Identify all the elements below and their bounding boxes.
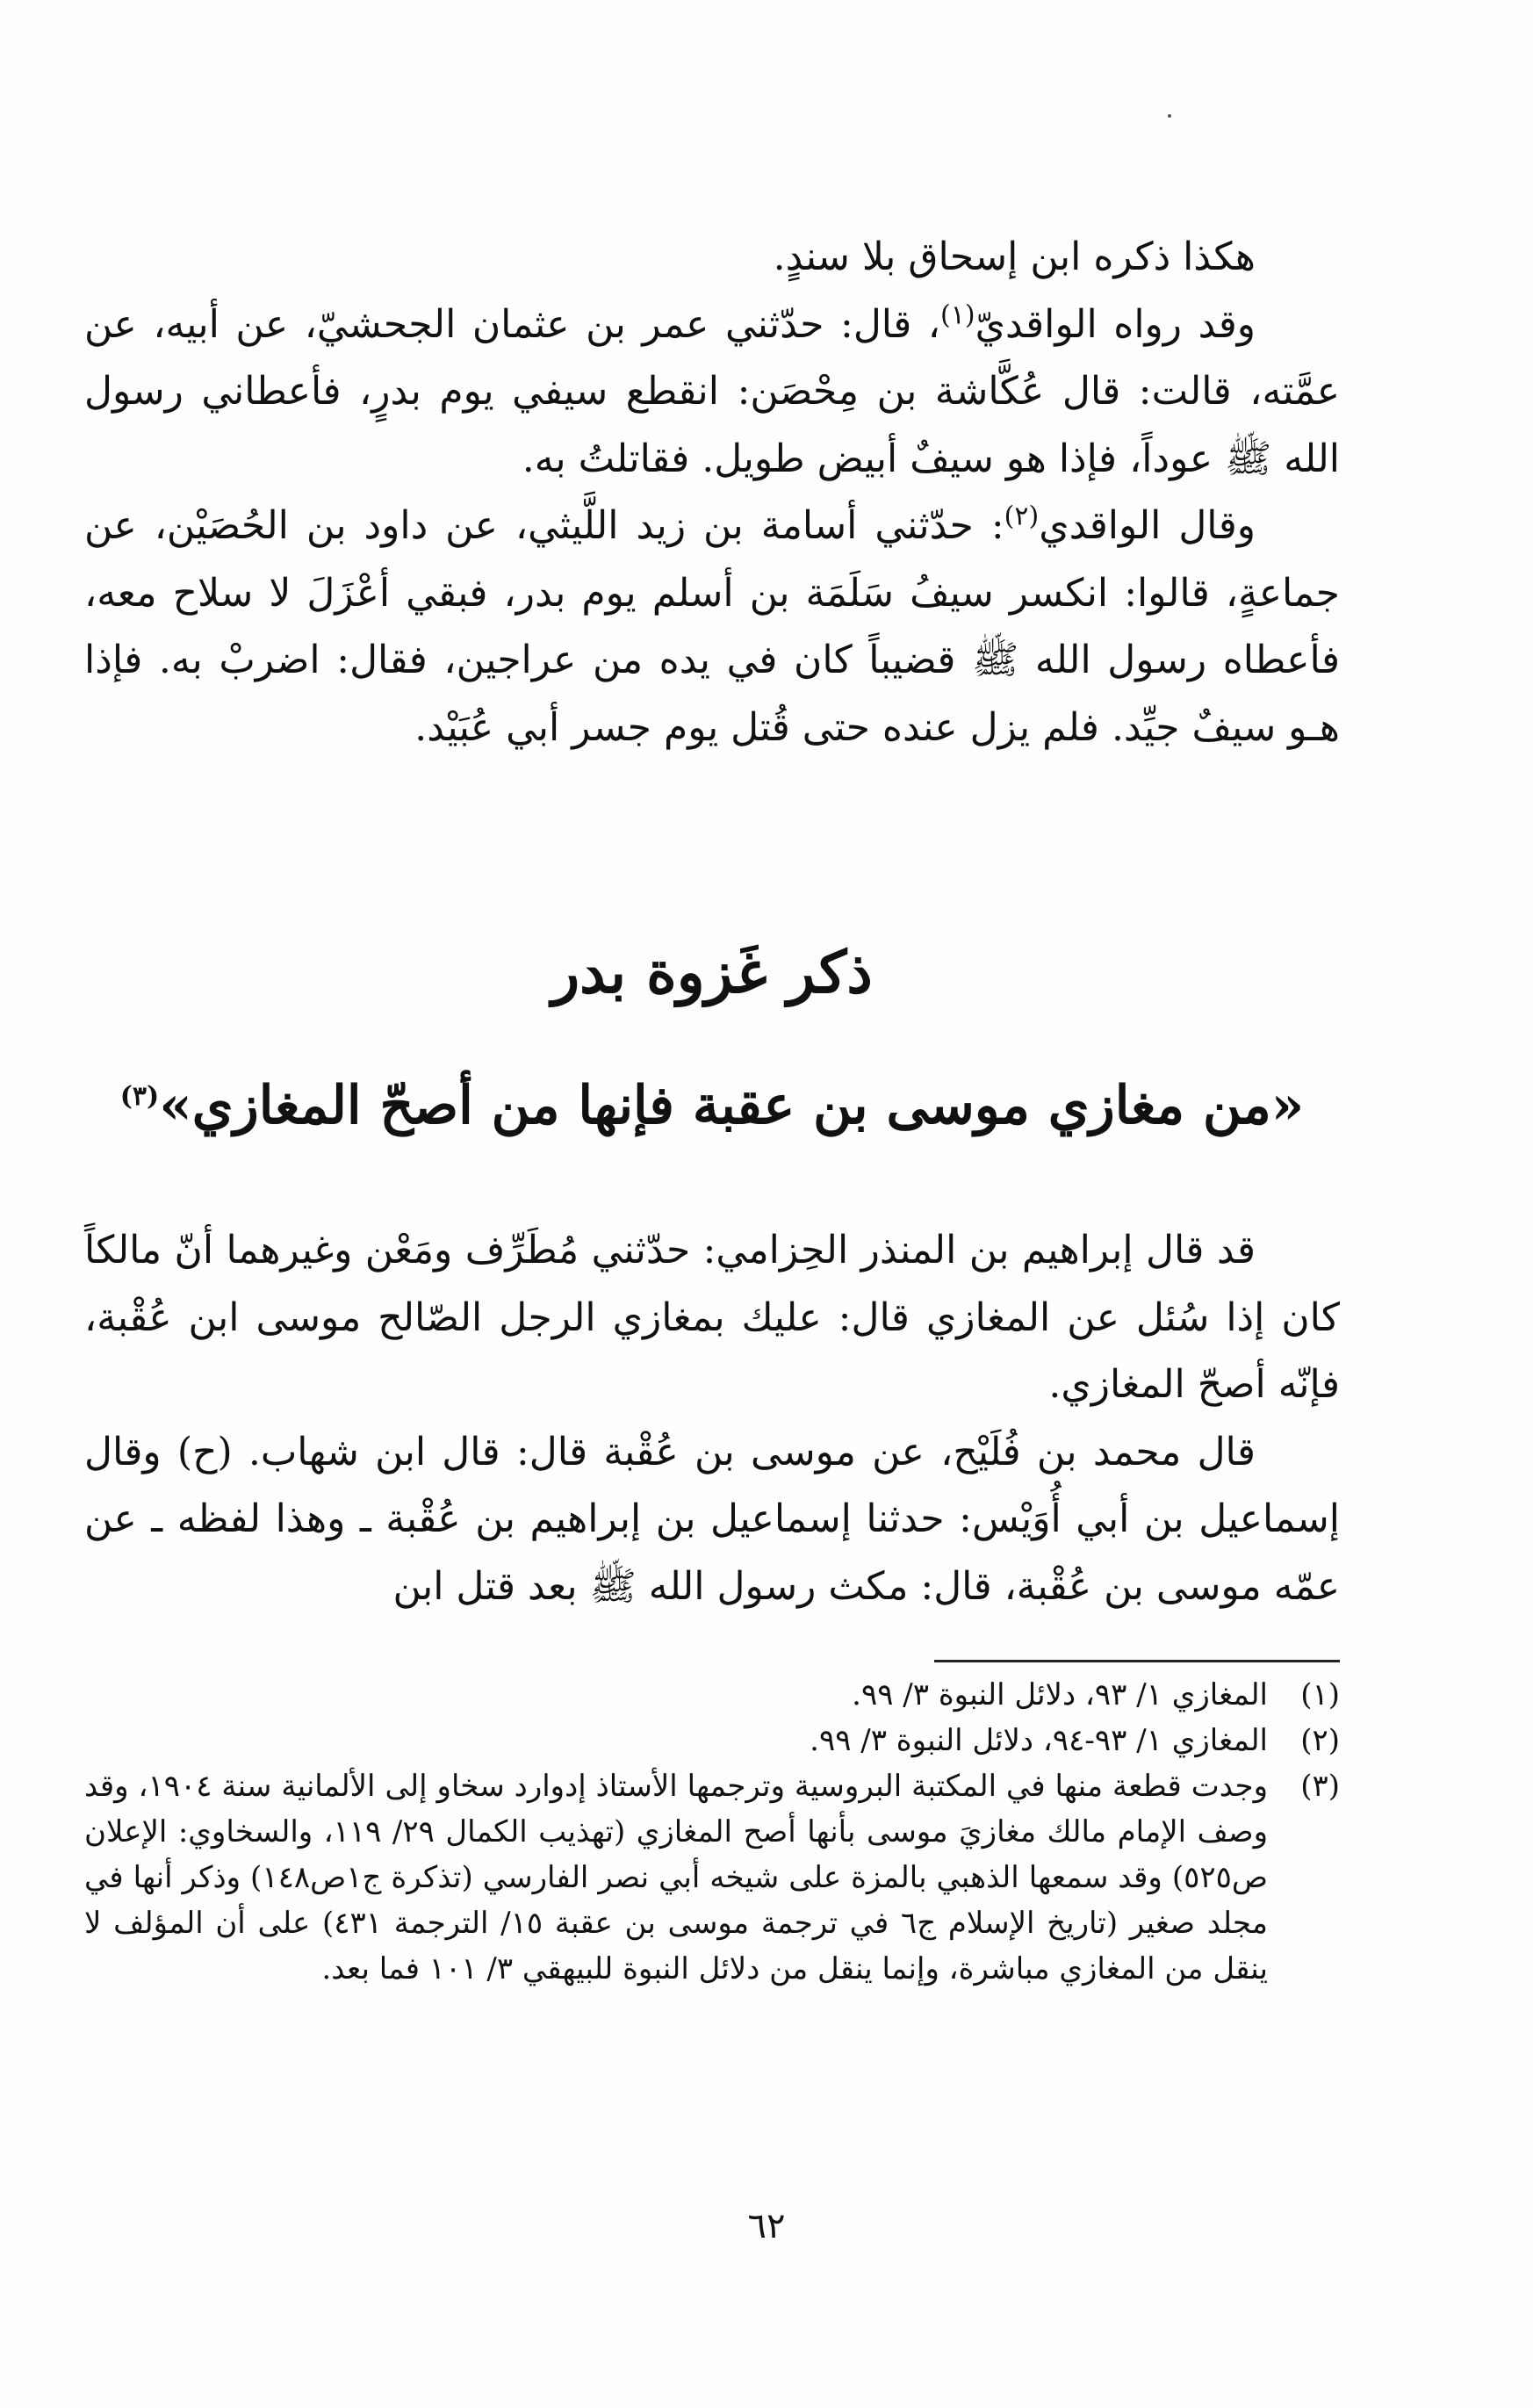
waqidi-paragraph-1-lead: وقد رواه الواقديّ <box>975 301 1256 347</box>
footnote-number: (٢) <box>1300 1723 1340 1758</box>
footnotes <box>84 1672 1340 1992</box>
waqidi-paragraph-1 <box>84 292 1340 494</box>
footnote-ref-2: (٢) <box>1004 501 1040 532</box>
chapter-title: ذكر غَزوة بدر <box>551 938 873 1006</box>
scan-speck <box>1168 114 1171 118</box>
opening-line: هكذا ذكره ابن إسحاق بلا سندٍ. <box>773 234 1256 279</box>
footnote-text: المغازي ١/ ٩٣-٩٤، دلائل النبوة ٣/ ٩٩. <box>810 1723 1268 1758</box>
footnote-number: (١) <box>1300 1677 1340 1712</box>
footnote-number: (٣) <box>1300 1769 1340 1804</box>
footnote-1 <box>84 1672 1340 1718</box>
footnote-ref-3: (٣) <box>119 1081 160 1112</box>
waqidi-paragraph-2-lead: وقال الواقدي <box>1039 503 1256 548</box>
footnote-divider <box>934 1660 1340 1662</box>
page-number: ٦٢ <box>747 2206 786 2246</box>
waqidi-paragraph-2-body: : حدّثني أسامة بن زيد اللَّيثي، عن داود بن الحُصَيْن، عن جماعةٍ، قالوا: انكسر سيفُ سَلَمَة بن أسلم يوم بدر، فبقي أعْزَلَ لا سلاح معه، فأعطاه رسول الله ﷺ قضيباً كان في يده من عراجين، فقال: اضربْ به. فإذا هـو سيفٌ جيِّد. فلم يزل عنده حتى قُتل يوم جسر أبي عُبَيْد. <box>84 503 1340 750</box>
ibrahim-paragraph: قد قال إبراهيم بن المنذر الحِزامي: حدّثني مُطَرِّف ومَعْن وغيرهما أنّ مالكاً كان إذا سُئل عن المغازي قال: عليك بمغازي الرجل الصّالح موسى ابن عُقْبة، فإنّه أصحّ المغازي. <box>84 1228 1340 1407</box>
chapter-subtitle-text: «من مغازي موسى بن عقبة فإنها من أصحّ المغازي» <box>159 1075 1305 1136</box>
footnote-3 <box>84 1763 1340 1992</box>
footnote-text: وجدت قطعة منها في المكتبة البروسية وترجمها الأستاذ إدوارد سخاو إلى الألمانية سنة ١٩٠٤، وقد وصف الإمام مالك مغازيَ موسى بأنها أصح المغازي (تهذيب الكمال ٢٩/ ١١٩، والسخاوي: الإعلان ص٥٢٥) وقد سمعها الذهبي بالمزة على شيخه أبي نصر الفارسي (تذكرة ج١ص١٤٨) وذكر أنها في مجلد صغير (تاريخ الإسلام ج٦ في ترجمة موسى بن عقبة ١٥/ الترجمة ٤٣١) على أن المؤلف لا ينقل من المغازي مباشرة، وإنما ينقل من دلائل النبوة للبيهقي ٣/ ١٠١ فما بعد. <box>84 1769 1269 1986</box>
footnote-ref-1: (١) <box>940 299 975 330</box>
maghazi-section <box>84 1217 1340 1620</box>
opening-section <box>84 224 1340 761</box>
footnote-text: المغازي ١/ ٩٣، دلائل النبوة ٣/ ٩٩. <box>852 1677 1268 1712</box>
chapter-subtitle <box>84 1068 1340 1143</box>
footnote-2 <box>84 1718 1340 1763</box>
waqidi-paragraph-1-body: ، قال: حدّثني عمر بن عثمان الجحشيّ، عن أبيه، عن عمَّته، قالت: قال عُكَّاشة بن مِحْصَن: انقطع سيفي يوم بدرٍ، فأعطاني رسول الله ﷺ عوداً، فإذا هو سيفٌ أبيض طويل. فقاتلتُ به. <box>84 301 1340 481</box>
falih-paragraph: قال محمد بن فُلَيْح، عن موسى بن عُقْبة قال: قال ابن شهاب. (ح) وقال إسماعيل بن أبي أُوَيْس: حدثنا إسماعيل بن إبراهيم بن عُقْبة ـ وهذا لفظه ـ عن عمّه موسى بن عُقْبة، قال: مكث رسول الله ﷺ بعد قتل ابن <box>84 1429 1340 1609</box>
waqidi-paragraph-2 <box>84 493 1340 761</box>
